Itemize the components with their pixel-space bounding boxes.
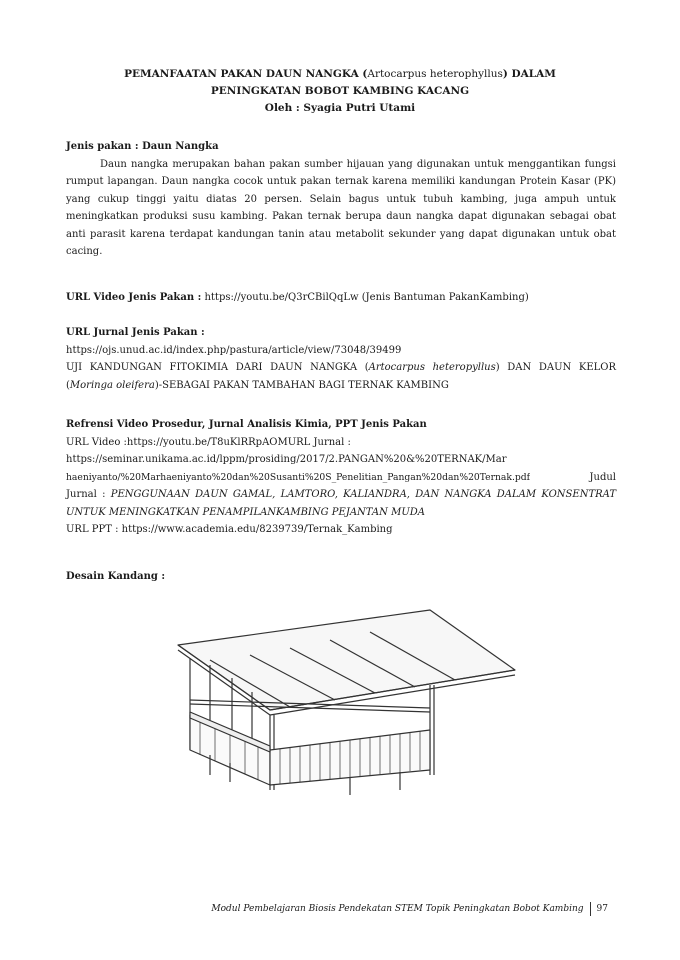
refrensi-ppt-url[interactable]: URL PPT : https://www.academia.edu/8239739/Ternak_Kambing xyxy=(66,524,393,535)
document-title-line-2: PENINGKATAN BOBOT KAMBING KACANG xyxy=(210,85,470,97)
url-video-link[interactable]: https://youtu.be/Q3rCBilQqLw (Jenis Bantuman PakanKambing) xyxy=(201,292,529,303)
author-line: Oleh : Syagia Putri Utami xyxy=(264,102,416,114)
refrensi-jurnal-url-2[interactable]: haeniyanto/%20Marhaeniyanto%20dan%20Susanti%20S_Penelitian_Pangan%20dan%20Ternak.pdf Judul xyxy=(66,471,616,483)
page-footer xyxy=(211,902,608,916)
url-video-label: URL Video Jenis Pakan : xyxy=(66,292,202,303)
footer-text: Modul Pembelajaran Biosis Pendekatan STEM Topik Peningkatan Bobot Kambing xyxy=(211,904,584,914)
url-jurnal-section xyxy=(66,324,616,394)
url-video-section xyxy=(66,289,616,307)
url-jurnal-link[interactable]: https://ojs.unud.ac.id/index.php/pastura/article/view/73048/39499 xyxy=(66,344,402,356)
footer-divider xyxy=(590,902,591,916)
url-jurnal-heading: URL Jurnal Jenis Pakan : xyxy=(66,327,205,338)
refrensi-section xyxy=(66,416,616,539)
page-number: 97 xyxy=(596,904,608,914)
refrensi-jurnal-url-1[interactable]: https://seminar.unikama.ac.id/lppm/prosiding/2017/2.PANGAN%20&%20TERNAK/Mar xyxy=(66,454,507,465)
jenis-pakan-section xyxy=(66,138,616,261)
jenis-pakan-heading: Jenis pakan : Daun Nangka xyxy=(66,141,219,152)
desain-kandang-heading: Desain Kandang : xyxy=(66,571,166,582)
scientific-name: Artocarpus heterophyllus xyxy=(367,68,503,80)
jenis-pakan-paragraph: Daun nangka merupakan bahan pakan sumber hijauan yang digunakan untuk menggantikan fungsi rumput lapangan. Daun nangka cocok untuk pakan ternak karena memiliki kandungan Protein Kasar (PK) yang cukup tinggi yaitu diatas 20 persen. Selain bagus untuk tubuh kambing, juga ampuh untuk meningkatkan produksi susu kambing. Pakan ternak berupa daun nangka dapat digunakan sebagai obat anti parasit karena terdapat kandungan tanin atau metabolit sekunder yang dapat digunakan untuk obat cacing. xyxy=(66,158,616,257)
goat-pen-drawing xyxy=(170,600,520,800)
document-title-line-1: PEMANFAATAN PAKAN DAUN NANGKA (Artocarpus heterophyllus) DALAM xyxy=(124,68,556,80)
url-jurnal-description: UJI KANDUNGAN FITOKIMIA DARI DAUN NANGKA (Artocarpus heteropyllus) DAN DAUN KELOR (Moringa oleifera)-SEBAGAI PAKAN TAMBAHAN BAGI TERNAK KAMBING xyxy=(66,362,617,391)
refrensi-jurnal-title: Jurnal : PENGGUNAAN DAUN GAMAL, LAMTORO, KALIANDRA, DAN NANGKA DALAM KONSENTRAT UNTUK MENINGKATKAN PENAMPILANKAMBING PEJANTAN MUDA xyxy=(66,489,616,518)
refrensi-video-url[interactable]: URL Video :https://youtu.be/T8uKlRRpAOMURL Jurnal : xyxy=(66,436,351,448)
refrensi-heading: Refrensi Video Prosedur, Jurnal Analisis Kimia, PPT Jenis Pakan xyxy=(66,419,427,430)
